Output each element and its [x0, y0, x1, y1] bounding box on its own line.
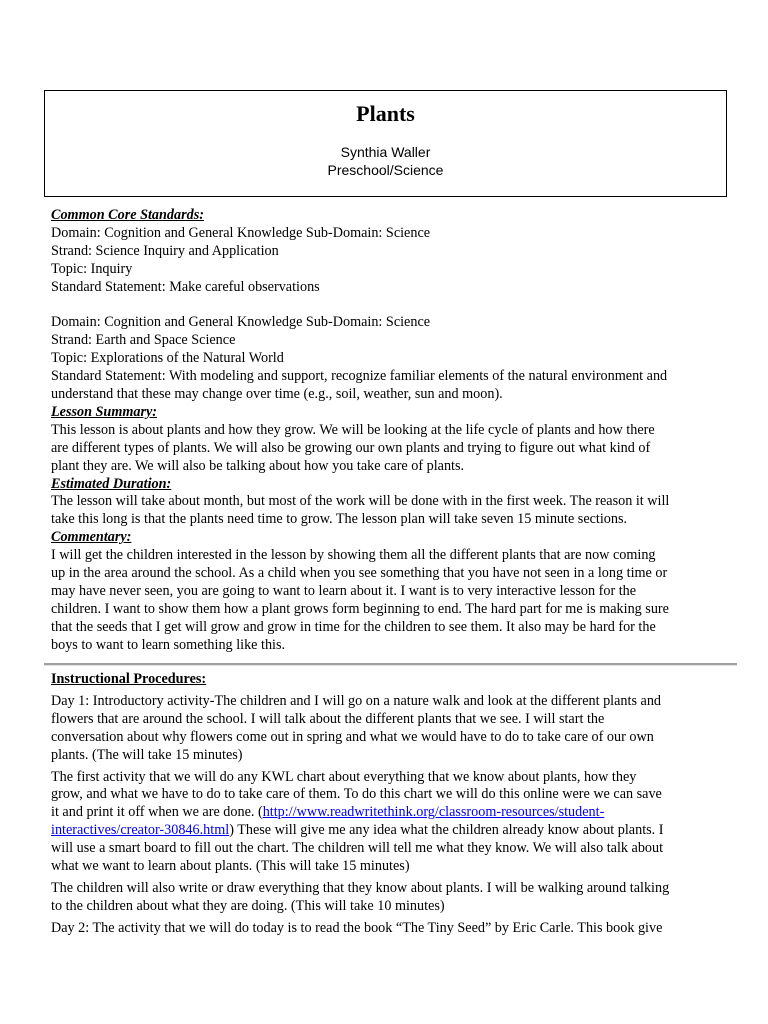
kwl-line: will use a smart board to fill out the chart. The children will tell me what they know. We will also talk about [51, 840, 664, 857]
day1-line: conversation about why flowers come out in spring and what we would have to do to take care of our own [51, 728, 654, 745]
spacer [51, 297, 721, 315]
duration-line: The lesson will take about month, but most of the work will be done with in the first week. The reason it will [51, 493, 670, 510]
readwritethink-link[interactable]: http://www.readwritethink.org/classroom-resources/student- [262, 804, 605, 821]
day1-line: Day 1: Introductory activity-The children and I will go on a nature walk and look at the different plants and [51, 692, 662, 709]
commentary-heading: Commentary: [51, 529, 132, 546]
write-line: The children will also write or draw everything that they know about plants. I will be walking around talking [51, 879, 670, 896]
procedures-heading: Instructional Procedures: [51, 671, 207, 687]
standard-line: Strand: Earth and Space Science [51, 332, 236, 349]
summary-line: plant they are. We will also be talking about how you take care of plants. [51, 457, 465, 474]
summary-heading: Lesson Summary: [51, 403, 158, 420]
lesson-body-top [51, 207, 721, 655]
kwl-text: it and print it off when we are done. ( [51, 804, 263, 821]
standard-line: Strand: Science Inquiry and Application [51, 242, 279, 259]
kwl-line [51, 804, 721, 822]
commentary-line: boys to want to learn something like this. [51, 636, 286, 653]
procedures-section [51, 671, 721, 938]
title-box [44, 90, 727, 197]
standard-line: Topic: Inquiry [51, 260, 133, 277]
standard-line: Standard Statement: Make careful observations [51, 278, 320, 295]
commentary-line: may have never seen, you are going to want to learn about it. I want is to very interactive lesson for the [51, 583, 637, 600]
commentary-line: that the seeds that I get will grow and grow in time for the children to see them. It also may be hard for the [51, 618, 656, 635]
course-name: Preschool/Science [327, 161, 444, 178]
duration-line: take this long is that the plants need time to grow. The lesson plan will take seven 15 minute sections. [51, 511, 628, 528]
kwl-line: what we want to learn about plants. (This will take 15 minutes) [51, 858, 410, 875]
summary-line: are different types of plants. We will also be growing our own plants and trying to figure out what kind of [51, 439, 651, 456]
readwritethink-link-continued[interactable]: interactives/creator-30846.html [51, 822, 230, 839]
commentary-line: up in the area around the school. As a child when you see something that you have not seen in a long time or [51, 565, 668, 582]
commentary-line: children. I want to show them how a plant grows form beginning to end. The hard part for me is making sure [51, 600, 669, 617]
section-divider [44, 663, 737, 666]
kwl-line [51, 822, 721, 840]
document-title: Plants [356, 101, 415, 126]
standards-heading: Common Core Standards: [51, 207, 204, 223]
day2-line: Day 2: The activity that we will do today is to read the book “The Tiny Seed” by Eric Carle. This book give [51, 919, 663, 936]
day1-line: flowers that are around the school. I will talk about the different plants that we see. I will start the [51, 710, 605, 727]
write-line: to the children about what they are doing. (This will take 10 minutes) [51, 897, 445, 914]
standard-line: Domain: Cognition and General Knowledge Sub-Domain: Science [51, 314, 431, 331]
commentary-line: I will get the children interested in the lesson by showing them all the different plants that are now coming [51, 547, 656, 564]
kwl-line: grow, and what we have to do to take care of them. To do this chart we will do this online were we can save [51, 786, 662, 803]
standard-line: Standard Statement: With modeling and support, recognize familiar elements of the natural environment and [51, 368, 668, 385]
standard-line: Domain: Cognition and General Knowledge Sub-Domain: Science [51, 224, 431, 241]
day1-line: plants. (The will take 15 minutes) [51, 746, 243, 763]
duration-heading: Estimated Duration: [51, 475, 172, 492]
standard-line: Topic: Explorations of the Natural World [51, 350, 284, 367]
summary-line: This lesson is about plants and how they grow. We will be looking at the life cycle of plants and how there [51, 421, 655, 438]
kwl-text: ) These will give me any idea what the children already know about plants. I [229, 822, 664, 839]
author-name: Synthia Waller [340, 144, 431, 160]
kwl-line: The first activity that we will do any KWL chart about everything that we know about plants, how they [51, 768, 637, 785]
standard-line: understand that these may change over time (e.g., soil, weather, sun and moon). [51, 386, 503, 403]
